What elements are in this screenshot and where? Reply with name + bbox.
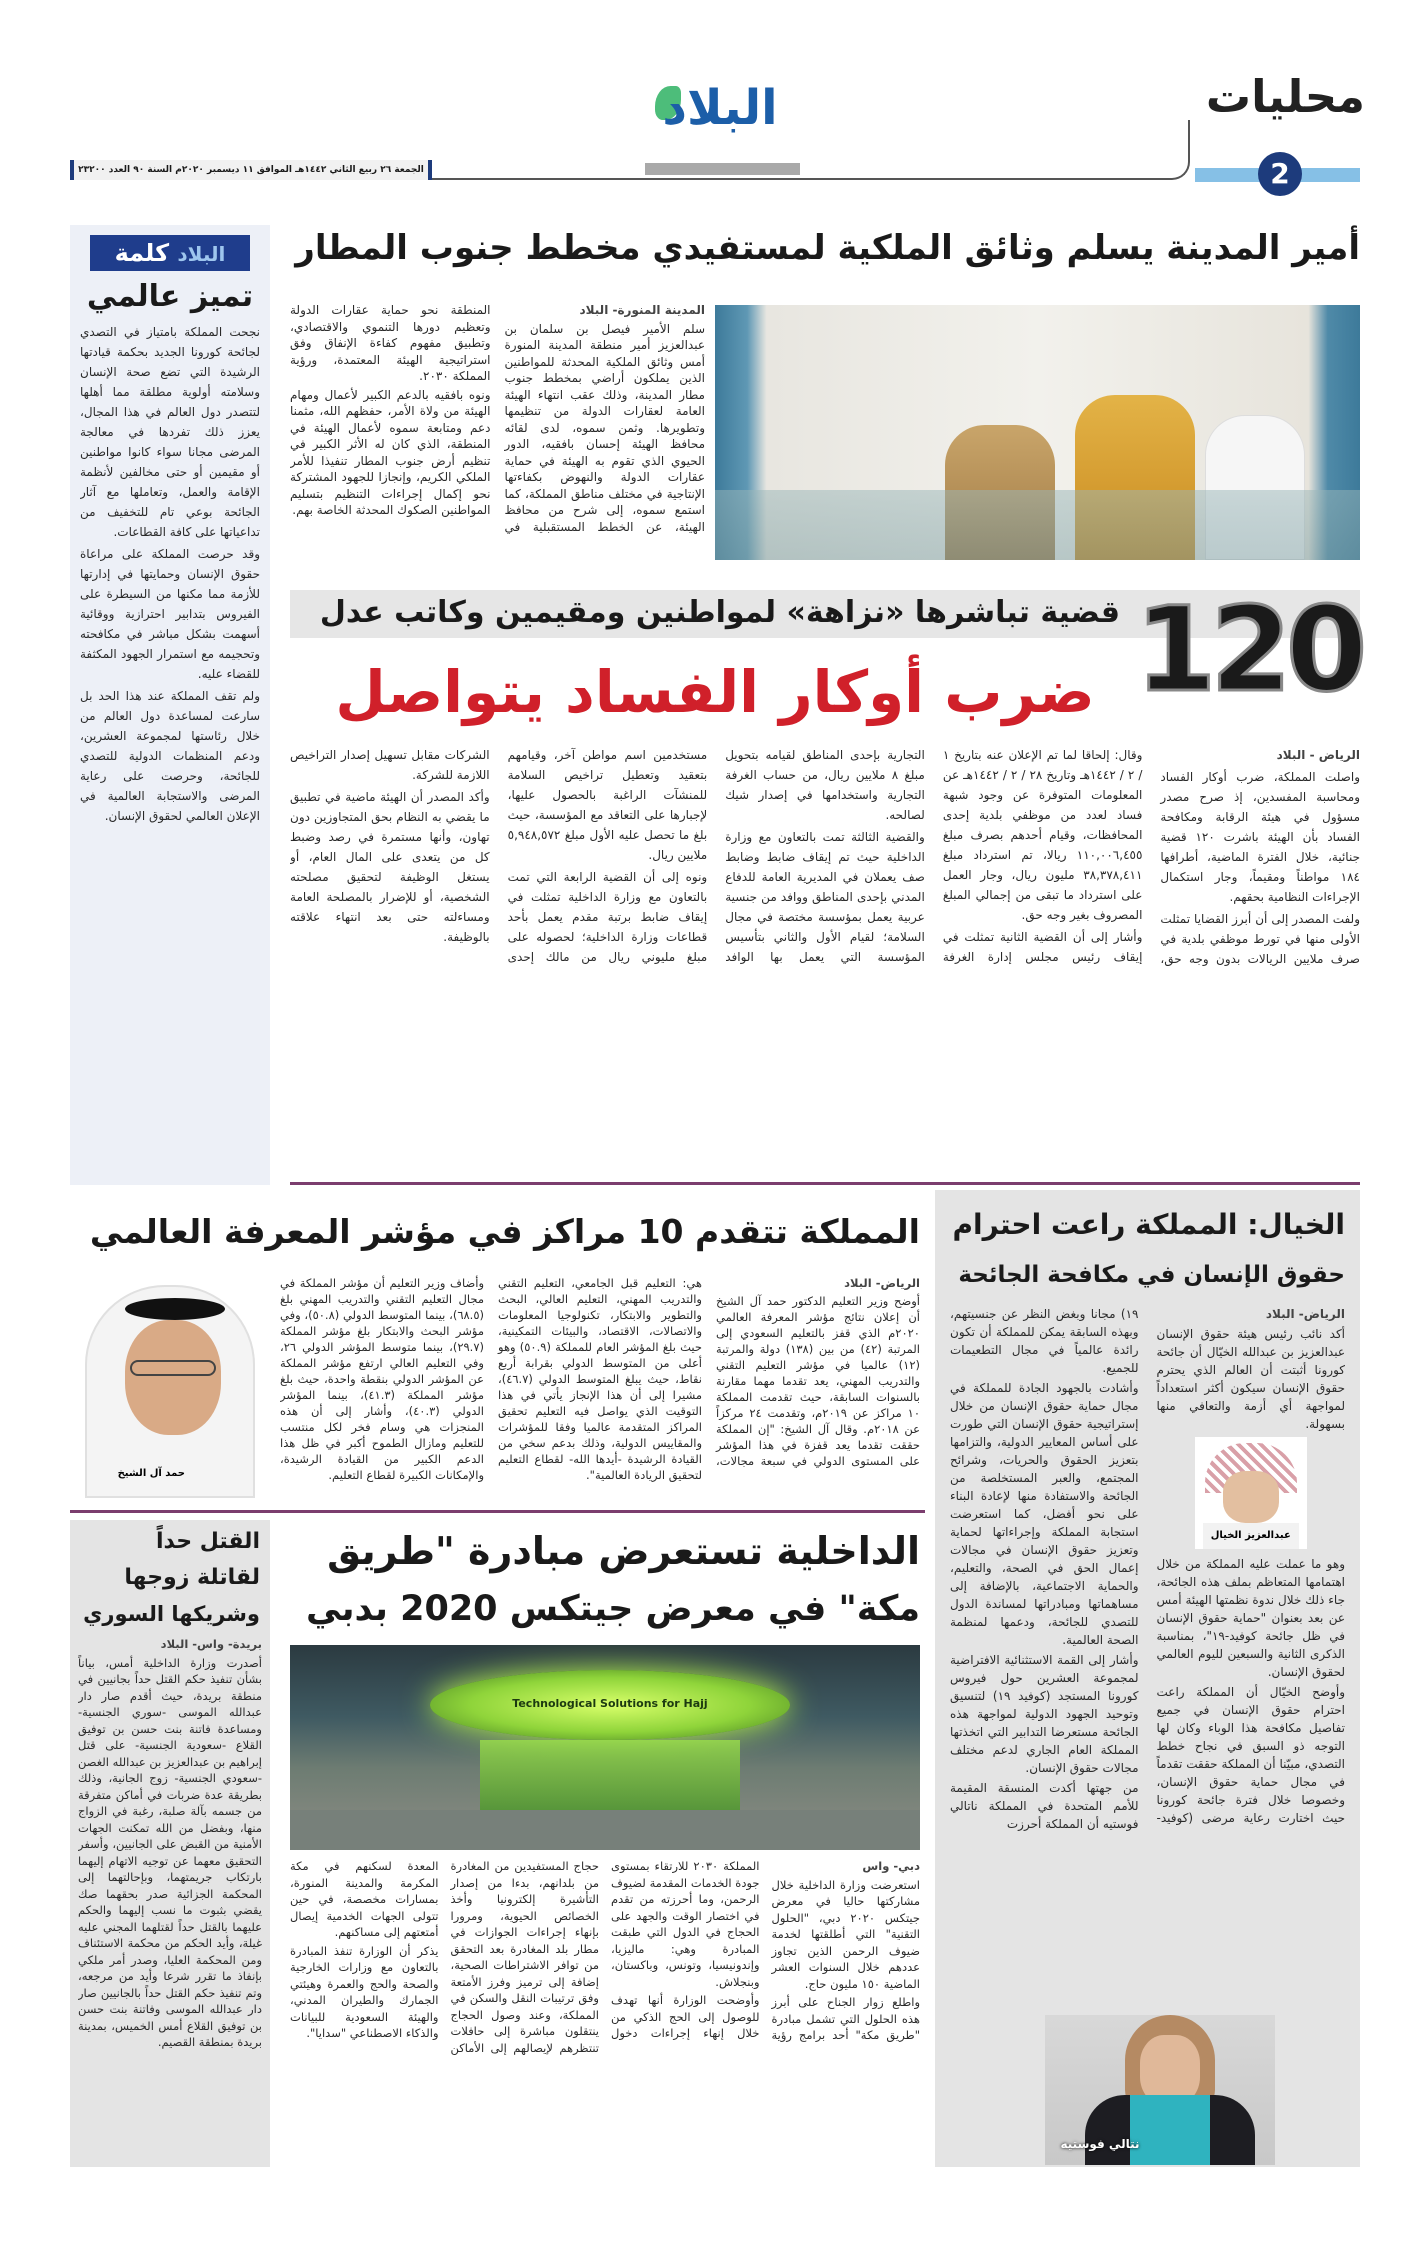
story3-paragraph: أوضح وزير التعليم الدكتور حمد آل الشيخ أن إعلان نتائج مؤشر المعرفة العالمي ٢٠٢٠م الذي قفز بالتعليم السعودي إلى المرتبة (٤٢) من بين (١٣٨) دولة والمرتبة (١٢) عالميا في مؤشر التعليم التقني والتدريب المهني، يعد تقدما مهما مقارنة بالسنوات السابقة، حيث تقدمت المملكة ١٠ مراكز عن ٢٠١٩م، وتقدمت ٢٤ مركزاً عن ٢٠١٨م. وقال آل الشيخ: "إن المملكة حققت تقدما يعد قفزة في هذا المؤشر على المستوى الدولي في سبعة مجالات، هي: التعليم قبل الجامعي، التعليم التقني والتدريب المهني، التعليم العالي، البحث والتطوير والابتكار، تكنولوجيا المعلومات والاتصالات، الاقتصاد، والبيئات التمكينية، حيث بلغ المؤشر العام للمملكة (٥٠.٩) وهو أعلى من المتوسط الدولي بقرابة أربع نقاط، حيث يبلغ المتوسط الدولي (٤٦.٧)، مشيرا إلى أن هذا الإنجاز يأتي في هذا التوقيت الذي يواصل فيه التعليم تحقيق المراكز المتقدمة عالميا وفقا للمؤشرات والمقاييس الدولية، وذلك بدعم سخي من القيادة الرشيدة -أيدها الله- لقطاع التعليم لتحقيق الريادة العالمية". bbox=[498, 1276, 920, 1482]
story2-paragraph: ولفت المصدر إلى أن أبرز القضايا تمثلت الأولى منها في تورط موظفي بلدية في صرف ملايين الريالات بدون وجه حق، وقال: إلحاقا لما تم الإعلان عنه بتاريخ ١ / ٢ / ١٤٤٢هـ وتاريخ ٢٨ / ٢ / ١٤٤٢هـ عن المعلومات المتوفرة عن وجود شبهة فساد لعدد من موظفي بلدية إحدى المحافظات، وقيام أحدهم بصرف مبلغ ١١٠,٠٠٦,٤٥٥ ريالا، تم استرداد مبلغ ٣٨,٣٧٨,٤١١ مليون ريال، وجار العمل على استرداد ما تبقى من إجمالي المبلغ المصروف بغير وجه حق. bbox=[942, 748, 1360, 966]
story2-big-number: 120 bbox=[1135, 581, 1362, 718]
story4-body bbox=[950, 1305, 1345, 2010]
story3-paragraph: وأضاف وزير التعليم أن مؤشر المملكة في مجال التعليم التقني والتدريب المهني بلغ (٦٨.٥)، بينما المتوسط الدولي (٥٠.٨)، وفي مؤشر البحث والابتكار بلغ مؤشر المملكة (٢٩.٧)، بينما متوسط المؤشر الدولي ٢٦، وفي التعليم العالي ارتفع مؤشر المملكة عن المؤشر الدولي بنقطة واحدة، حيث بلغ مؤشر المملكة (٤١.٣)، بينما المؤشر الدولي (٤٠.٣)، وأشار إلى أن هذه المنجزات هي وسام فخر لكل منتسب للتعليم ومازال الطموح أكبر في ظل هذا الدعم الكبير من القيادة الرشيدة، والإمكانات الكبيرة لقطاع التعليم. bbox=[280, 1276, 484, 1482]
story2-headline: ضرب أوكار الفساد يتواصل bbox=[335, 658, 1095, 726]
editorial-paragraph: ولم تقف المملكة عند هذا الحد بل سارعت لمساعدة دول العالم من خلال رئاستها لمجموعة العشرين، ودعم المنظمات الدولية للتصدي للجائحة، وحرصت على رعاية المرضى والاستجابة العالمية في الإعلان العالمي لحقوق الإنسان. bbox=[80, 689, 260, 823]
fostier-caption: نتالي فوستيه bbox=[1060, 2137, 1140, 2151]
story3-body bbox=[280, 1275, 920, 1501]
story1-photo bbox=[715, 305, 1360, 560]
story2-paragraph: واصلت المملكة، ضرب أوكار الفساد ومحاسبة المفسدين، إذ صرح مصدر مسؤول في هيئة الرقابة ومكافحة الفساد بأن الهيئة باشرت ١٢٠ قضية جنائية، خلال الفترة الماضية، أطرافها ١٨٤ مواطناً ومقيماً، وجار استكمال الإجراءات النظامية بحقهم. bbox=[1160, 770, 1360, 904]
story2-subheadline: قضية تباشرها «نزاهة» لمواطنين ومقيمين وكاتب عدل bbox=[319, 595, 1120, 630]
story2-paragraph: ونوه إلى أن القضية الرابعة التي تمت بالتعاون مع وزارة الداخلية تمثلت في إيقاف ضابط برتبة مقدم يعمل بأحد قطاعات وزارة الداخلية؛ لحصوله على مبلغ مليوني ريال من مالك إحدى الشركات مقابل تسهيل إصدار التراخيص اللازمة للشركة. bbox=[290, 748, 708, 964]
story1-body bbox=[290, 302, 705, 564]
story5-headline-line2: مكة" في معرض جيتكس 2020 بدبي bbox=[306, 1589, 920, 1629]
newspaper-logo: البلاد bbox=[662, 80, 778, 136]
story2-paragraph: وأشار إلى أن القضية الثانية تمثلت في إيقاف رئيس مجلس إدارة الغرفة التجارية بإحدى المناطق لقيامه بتحويل مبلغ ٨ ملايين ريال، من حساب الغرفة التجارية واستخدامها في إصدار شيك لصالحه. bbox=[725, 748, 1143, 964]
story3-headline: المملكة تتقدم 10 مراكز في مؤشر المعرفة العالمي bbox=[89, 1212, 920, 1251]
story5-paragraph: وأوضحت الوزارة أنها تهدف للوصول إلى الحج الذكي من خلال إنهاء إجراءات دخول حجاج المستفيدين من المغادرة من بلدانهم، بدءا من إصدار التأشيرة إلكترونيا وأخذ الخصائص الحيوية، ومرورا بإنهاء إجراءات الجوازات في مطار بلد المغادرة بعد التحقق من توافر الاشتراطات الصحية، إضافة إلى ترميز وفرز الأمتعة وفق ترتيبات النقل والسكن في المملكة، وعند وصول الحجاج ينتقلون مباشرة إلى حافلات تنتظرهم لإيصالهم إلى الأماكن المعدة لسكنهم في مكة المكرمة والمدينة المنورة، بمسارات مخصصة، في حين تتولى الجهات الخدمية إيصال أمتعتهم إلى مساكنهم. bbox=[290, 1859, 760, 2055]
story5-headline-line1: الداخلية تستعرض مبادرة "طريق bbox=[327, 1529, 920, 1573]
story4-headline-line1: الخيال: المملكة راعت احترام bbox=[952, 1208, 1345, 1241]
story3-dateline: الرياض- البلاد bbox=[844, 1276, 920, 1290]
story4-paragraph: وأشار إلى القمة الاستثنائية الافتراضية لمجموعة العشرين حول فيروس كورونا المستجد (كوفيد ١٩) لتنسيق وتوحيد الجهود الدولية لمواجهة هذه الجائحة مستعرضا التدابير التي اتخذتها المملكة العام الجاري لدعم مختلف مجالات حقوق الإنسان. bbox=[950, 1653, 1139, 1775]
section-divider bbox=[290, 1182, 1360, 1185]
editorial-paragraph: وقد حرصت المملكة على مراعاة حقوق الإنسان وحمايتها في إدارتها للأزمة مما مكنها من السيطرة على الفيروس بتدابير احترازية ووقائية أسهمت بشكل مباشر في مكافحته وتحجيمه مع استمرار الجهود المكثفة للقضاء عليه. bbox=[80, 547, 260, 681]
story4-paragraph: وهو ما عملت عليه المملكة من خلال اهتمامها المتعاظم بملف هذه الجائحة، جاء ذلك خلال ندوة نظمتها الهيئة أمس عن بعد بعنوان "حماية حقوق الإنسان في ظل جائحة كوفيد-١٩"، بمناسبة الذكرى الثانية والسبعين لليوم العالمي لحقوق الإنسان. bbox=[1156, 1557, 1345, 1679]
story2-body bbox=[290, 745, 1360, 1175]
logo-underbar bbox=[645, 163, 800, 175]
issue-dateline: الجمعة ٢٦ ربيع الثاني ١٤٤٢هـ الموافق ١١ ديسمبر ٢٠٢٠م السنة ٩٠ العدد ٢٣٢٠٠ bbox=[70, 160, 432, 180]
minister-photo bbox=[70, 1270, 270, 1498]
khayal-caption: عبدالعزيز الخيال bbox=[1210, 1530, 1291, 1541]
story2-paragraph: وأكد المصدر أن الهيئة ماضية في تطبيق ما يقضي به النظام بحق المتجاوزين دون تهاون، وأنها مستمرة في رصد وضبط كل من يتعدى على المال العام، أو يستغل الوظيفة لتحقيق مصلحته الشخصية، أو للإضرار بالمصلحة العامة ومساءلته حتى بعد انتهاء علاقته بالوظيفة. bbox=[290, 790, 490, 944]
fostier-photo bbox=[1045, 2015, 1275, 2165]
gitex-exhibit-photo bbox=[290, 1645, 920, 1850]
exhibit-sign: Technological Solutions for Hajj bbox=[512, 1697, 708, 1710]
story6-headline-line2: لقاتلة زوجها bbox=[124, 1565, 260, 1590]
section-divider bbox=[70, 1510, 925, 1513]
story5-paragraph: استعرضت وزارة الداخلية خلال مشاركتها حاليا في معرض جيتكس ٢٠٢٠ دبي، "الحلول التقنية" التي أطلقتها لخدمة ضيوف الرحمن الذين تجاوز عددهم خلال السنوات العشر الماضية ١٥٠ مليون حاج. bbox=[771, 1877, 920, 1991]
story1-headline: أمير المدينة يسلم وثائق الملكية لمستفيدي مخطط جنوب المطار bbox=[295, 228, 1360, 268]
story4-paragraph: وأوضح الخيّال أن المملكة راعت احترام حقوق الإنسان في جميع تفاصيل مكافحة هذا الوباء وكان لها التوجه ذو السبق في نجاح خطط التصدي، مبيّنا أن المملكة حققت تقدماً في مجال حماية حقوق الإنسان، وخصوصا خلال فترة جائحة كورونا حيث اختارت رعاية مرضى (كوفيد- ١٩) مجانا وبغض النظر عن جنسيتهم، وبهذه السابقة يمكن للمملكة أن تكون رائدة عالمياً في مجال التطعيمات للجميع. bbox=[950, 1307, 1345, 1825]
story6-headline-line3: وشريكها السوري bbox=[83, 1602, 260, 1626]
story4-paragraph: وأشادت بالجهود الجادة للمملكة في مجال حماية حقوق الإنسان من خلال إستراتيجية حقوق الإنسان التي طورت على أساس المعايير الدولية، والتزامها بتعزيز الحقوق والحريات، وشرائح المجتمع، والعبر المستخلصة من الجائحة والاستفادة منها لإعادة البناء على نحو أفضل، كما استعرضت استجابة المملكة وإجراءاتها لحماية وتعزيز حقوق الإنسان في مجالات إعمال الحق في الصحة، والتعليم، والحماية الاجتماعية، بالإضافة إلى مساهماتها ومبادراتها لمساندة الدول للتصدي للجائحة، ودعمها لمنظمة الصحة العالمية. bbox=[950, 1381, 1139, 1647]
editorial-sidebar bbox=[70, 225, 270, 1185]
story5-paragraph: واطلع زوار الجناح على أبرز هذه الحلول التي تشمل مبادرة "طريق مكة" أحد برامج رؤية المملكة ٢٠٣٠ للارتقاء بمستوى جودة الخدمات المقدمة لضيوف الرحمن، وما أحرزته من تقدم في اختصار الوقت والجهد على الحجاج في الدول التي طبقت المبادرة وهي: ماليزيا، وإندونيسيا، وتونس، وباكستان، وبنجلاش. bbox=[611, 1859, 920, 2042]
story5-dateline: دبي- واس bbox=[862, 1859, 920, 1873]
story1-dateline: المدينة المنورة- البلاد bbox=[579, 303, 705, 317]
story1-paragraph: ونوه بافقيه بالدعم الكبير لأعمال ومهام الهيئة من ولاة الأمر، حفظهم الله، مثمنا دعم ومتابعة سموه لأعمال الهيئة في المنطقة، الذي كان له الأثر الكبير في تنظيم أرض جنوب المطار تنفيذا للأمر الملكي الكريم، وإنجازا للجهود المشتركة نحو إكمال إجراءات التنظيم بتسليم المواطنين الصكوك المحدثة الخاصة بهم. bbox=[290, 387, 491, 517]
story5-paragraph: يذكر أن الوزارة تنفذ المبادرة بالتعاون مع وزارات الخارجية والصحة والحج والعمرة وهيئتي الجمارك والطيران المدني، والهيئة السعودية للبيانات والذكاء الاصطناعي "سدايا". bbox=[290, 1943, 439, 2040]
story1-paragraph: سلم الأمير فيصل بن سلمان بن عبدالعزيز أمير منطقة المدينة المنورة أمس وثائق الملكية المحدثة للمواطنين الذين يملكون أراضي بمخطط جنوب مطار المدينة، وذلك عقب انتهاء الهيئة العامة لعقارات الدولة من تنظيمها وتطويرها. وثمن سموه، لدى لقائه محافظ الهيئة إحسان بافقيه، الدور الحيوي الذي تقوم به الهيئة في حماية عقارات الدولة والنهوض بكفاءتها الإنتاجية في مختلف مناطق المملكة، كما استمع سموه، إلى شرح من محافظ الهيئة، عن الخطط المستقبلية في المنطقة نحو حماية عقارات الدولة وتعظيم دورها التنموي والاقتصادي، وتطبيق مفهوم كفاءة الإنفاق وفق استراتيجية الهيئة المعتمدة، ورؤية المملكة ٢٠٣٠. bbox=[290, 303, 705, 534]
khayal-photo bbox=[1195, 1437, 1307, 1549]
badge-word: كلمة bbox=[114, 239, 170, 267]
story4-paragraph: أكد نائب رئيس هيئة حقوق الإنسان عبدالعزيز بن عبدالله الخيّال أن جائحة كورونا أثبتت أن العالم الذي يحترم حقوق الإنسان سيكون أكثر استعداداً لمواجهة أي أزمة والتعافي منها بسهولة. bbox=[1156, 1327, 1345, 1431]
story6-paragraph: أصدرت وزارة الداخلية أمس، بياناً بشأن تنفيذ حكم القتل حداً بجانيين في منطقة بريدة، حيث أقدم صار دار عبدالله الموسى -سوري الجنسية- ومساعدة فاتنة بنت حسن بن توفيق القلاع -سعودية الجنسية- على قتل إبراهيم بن عبدالعزيز بن عبدالله الغصن -سعودي الجنسية- زوج الجانية، وذلك بطريقة عدة ضربات في أماكن متفرقة من جسمه بآلة صلبة، رغبة في الزواج منها، وبفضل من الله تمكنت الجهات الأمنية من القبض على الجانيين، وأسفر التحقيق معهما عن توجيه الاتهام إليهما بارتكاب جريمتهما، وبإحالتهما إلى المحكمة الجزائية صدر بحقهما صك يقضي بثبوت ما نسب إليهما والحكم عليهما بالقتل حداً لقتلهما المجني عليه غيلة، وأيد الحكم من محكمة الاستئناف ومن المحكمة العليا، وصدر أمر ملكي بإنفاذ ما تقرر شرعا وأيد من مرجعه، وتم تنفيذ حكم القتل حداً بالجانيين صار دار عبدالله الموسى وفاتنة بنت حسن بن توفيق القلاع أمس الخميس، بمدينة بريدة بمنطقة القصيم. bbox=[78, 1655, 262, 2049]
editorial-title: تميز عالمي bbox=[86, 279, 254, 314]
story6-body bbox=[78, 1636, 262, 2162]
story6-headline-line1: القتل حداً bbox=[155, 1529, 260, 1554]
story6-dateline: بريدة- واس- البلاد bbox=[160, 1637, 262, 1651]
editorial-paragraph: نجحت المملكة بامتياز في التصدي لجائحة كورونا الجديد بحكمة قيادتها الرشيدة التي تضع صحة الإنسان وسلامته أولوية مطلقة مما أهلها لتتصدر دول العالم في هذا المجال، يعزز ذلك تفردها في معالجة المرضى مجانا سواء كانوا مواطنين أو مقيمين أو حتى مخالفين لأنظمة الإقامة والعمل، وتعاملها مع آثار الجائحة بوعي تام للتخفيف من تداعياتها على كافة القطاعات. bbox=[80, 325, 260, 539]
story4-headline-line2: حقوق الإنسان في مكافحة الجائحة bbox=[958, 1262, 1345, 1288]
minister-caption: حمد آل الشيخ bbox=[117, 1468, 185, 1479]
section-title: محليات bbox=[1205, 70, 1365, 123]
editorial-badge bbox=[90, 235, 250, 271]
story2-paragraph: والقضية الثالثة تمت بالتعاون مع وزارة الداخلية حيث تم إيقاف ضابط وضابط صف يعملان في المديرية العامة للدفاع المدني بإحدى المناطق ووافد من جنسية عربية يعمل بمؤسسة مختصة في مجال السلامة؛ لقيام الأول والثاني بتأسيس المؤسسة التي يعمل بها الوافد مستخدمين اسم مواطن آخر، وقيامهم بتعقيد وتعطيل تراخيص السلامة للمنشآت الراغبة بالحصول عليها، لإجبارها على التعاقد مع المؤسسة، حيث بلغ ما تحصل عليه الأول مبلغ ٥,٩٤٨,٥٧٢ ملايين ريال. bbox=[507, 748, 925, 964]
page-number: 2 bbox=[1258, 152, 1302, 196]
story2-dateline: الرياض - البلاد bbox=[1276, 748, 1360, 762]
badge-logo: البلاد bbox=[177, 242, 226, 266]
story4-dateline: الرياض- البلاد bbox=[1265, 1307, 1345, 1321]
header-rule bbox=[430, 120, 1190, 180]
story5-body bbox=[290, 1858, 920, 2166]
story4-paragraph: من جهتها أكدت المنسقة المقيمة للأمم المتحدة في المملكة ناتالي فوستيه أن المملكة أحرزت bbox=[950, 1781, 1139, 1831]
